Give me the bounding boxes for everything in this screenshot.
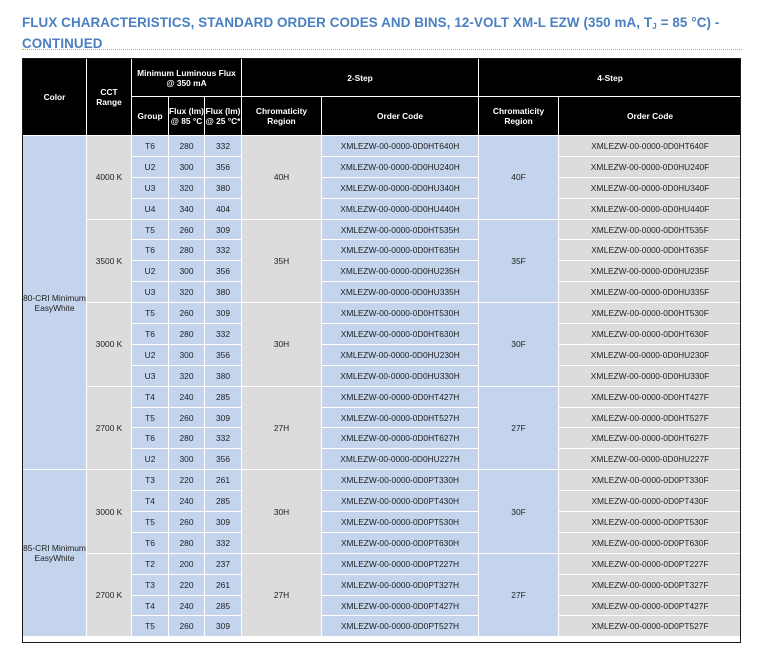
order-code-2step-cell: XMLEZW-00-0000-0D0PT327H <box>322 574 479 595</box>
flux-25-cell: 404 <box>205 198 242 219</box>
flux-25-cell: 332 <box>205 136 242 157</box>
order-code-4step-cell: XMLEZW-00-0000-0D0PT630F <box>559 532 742 553</box>
order-code-4step-cell: XMLEZW-00-0000-0D0HU440F <box>559 198 742 219</box>
flux-25-cell: 332 <box>205 240 242 261</box>
flux-85-cell: 240 <box>169 491 205 512</box>
order-code-2step-cell: XMLEZW-00-0000-0D0PT427H <box>322 595 479 616</box>
flux-85-cell: 240 <box>169 386 205 407</box>
flux-85-cell: 280 <box>169 240 205 261</box>
flux-25-cell: 261 <box>205 470 242 491</box>
group-cell: T2 <box>132 553 169 574</box>
chromaticity-region-4step-cell: 30F <box>479 470 559 554</box>
chromaticity-region-4step-cell: 27F <box>479 553 559 637</box>
group-cell: T5 <box>132 219 169 240</box>
cct-range-cell: 2700 K <box>87 553 132 637</box>
cct-range-cell: 3000 K <box>87 470 132 554</box>
order-code-2step-cell: XMLEZW-00-0000-0D0HT530H <box>322 303 479 324</box>
title-main: FLUX CHARACTERISTICS, STANDARD ORDER CODES AND BINS, 12-VOLT XM-L EZW (350 mA, T <box>22 15 653 30</box>
header-cct-range: CCT Range <box>87 59 132 136</box>
group-cell: T6 <box>132 324 169 345</box>
header-min-flux: Minimum Luminous Flux @ 350 mA <box>132 59 242 97</box>
order-code-4step-cell: XMLEZW-00-0000-0D0HU230F <box>559 344 742 365</box>
flux-85-cell: 280 <box>169 324 205 345</box>
order-code-2step-cell: XMLEZW-00-0000-0D0HU240H <box>322 156 479 177</box>
group-cell: U4 <box>132 198 169 219</box>
table-row <box>23 386 742 407</box>
flux-85-cell: 260 <box>169 219 205 240</box>
flux-25-cell: 309 <box>205 303 242 324</box>
flux-85-cell: 240 <box>169 595 205 616</box>
order-code-2step-cell: XMLEZW-00-0000-0D0HU330H <box>322 365 479 386</box>
chromaticity-region-2step-cell: 40H <box>242 136 322 220</box>
flux-85-cell: 220 <box>169 470 205 491</box>
flux-85-cell: 260 <box>169 303 205 324</box>
order-code-2step-cell: XMLEZW-00-0000-0D0PT430H <box>322 491 479 512</box>
header-order-code-4step: Order Code <box>559 97 742 136</box>
header-2-step: 2-Step <box>242 59 479 97</box>
flux-25-cell: 309 <box>205 407 242 428</box>
flux-85-cell: 260 <box>169 616 205 637</box>
header-4-step: 4-Step <box>479 59 742 97</box>
flux-85-cell: 300 <box>169 261 205 282</box>
flux-25-cell: 285 <box>205 491 242 512</box>
flux-85-cell: 320 <box>169 282 205 303</box>
group-cell: T6 <box>132 136 169 157</box>
group-cell: U3 <box>132 365 169 386</box>
group-cell: T4 <box>132 491 169 512</box>
group-cell: T6 <box>132 428 169 449</box>
chromaticity-region-2step-cell: 27H <box>242 386 322 470</box>
group-cell: T5 <box>132 303 169 324</box>
flux-25-cell: 356 <box>205 156 242 177</box>
header-order-code-2step: Order Code <box>322 97 479 136</box>
chromaticity-region-2step-cell: 30H <box>242 470 322 554</box>
flux-25-cell: 380 <box>205 365 242 386</box>
flux-25-cell: 309 <box>205 219 242 240</box>
group-cell: U2 <box>132 156 169 177</box>
order-code-4step-cell: XMLEZW-00-0000-0D0HT627F <box>559 428 742 449</box>
chromaticity-region-4step-cell: 40F <box>479 136 559 220</box>
table-row <box>23 219 742 240</box>
table-row <box>23 470 742 491</box>
group-cell: T5 <box>132 616 169 637</box>
order-code-2step-cell: XMLEZW-00-0000-0D0PT530H <box>322 512 479 533</box>
table-row <box>23 303 742 324</box>
order-code-4step-cell: XMLEZW-00-0000-0D0PT327F <box>559 574 742 595</box>
order-code-2step-cell: XMLEZW-00-0000-0D0HT635H <box>322 240 479 261</box>
order-code-2step-cell: XMLEZW-00-0000-0D0HT535H <box>322 219 479 240</box>
group-cell: U2 <box>132 449 169 470</box>
chromaticity-region-4step-cell: 27F <box>479 386 559 470</box>
group-cell: T4 <box>132 595 169 616</box>
flux-85-cell: 200 <box>169 553 205 574</box>
order-code-4step-cell: XMLEZW-00-0000-0D0HU240F <box>559 156 742 177</box>
header-flux-85: Flux (lm) @ 85 °C <box>169 97 205 136</box>
order-code-4step-cell: XMLEZW-00-0000-0D0PT330F <box>559 470 742 491</box>
flux-85-cell: 220 <box>169 574 205 595</box>
flux-85-cell: 340 <box>169 198 205 219</box>
cct-range-cell: 2700 K <box>87 386 132 470</box>
flux-85-cell: 260 <box>169 407 205 428</box>
header-flux-25: Flux (lm) @ 25 °C* <box>205 97 242 136</box>
order-code-2step-cell: XMLEZW-00-0000-0D0HT427H <box>322 386 479 407</box>
title-tail: = 85 °C) - CONTINUED <box>22 15 720 51</box>
cct-range-cell: 3500 K <box>87 219 132 303</box>
group-cell: T5 <box>132 512 169 533</box>
order-code-2step-cell: XMLEZW-00-0000-0D0PT227H <box>322 553 479 574</box>
flux-25-cell: 380 <box>205 177 242 198</box>
order-code-2step-cell: XMLEZW-00-0000-0D0HU230H <box>322 344 479 365</box>
order-code-2step-cell: XMLEZW-00-0000-0D0HU235H <box>322 261 479 282</box>
order-code-2step-cell: XMLEZW-00-0000-0D0PT630H <box>322 532 479 553</box>
flux-25-cell: 261 <box>205 574 242 595</box>
flux-85-cell: 260 <box>169 512 205 533</box>
group-cell: T4 <box>132 386 169 407</box>
order-code-4step-cell: XMLEZW-00-0000-0D0HU227F <box>559 449 742 470</box>
order-code-2step-cell: XMLEZW-00-0000-0D0PT330H <box>322 470 479 491</box>
flux-85-cell: 300 <box>169 156 205 177</box>
flux-25-cell: 309 <box>205 512 242 533</box>
chromaticity-region-2step-cell: 35H <box>242 219 322 303</box>
flux-25-cell: 332 <box>205 532 242 553</box>
order-code-2step-cell: XMLEZW-00-0000-0D0HU440H <box>322 198 479 219</box>
cct-range-cell: 3000 K <box>87 303 132 387</box>
title-subscript: J <box>652 22 657 31</box>
order-code-4step-cell: XMLEZW-00-0000-0D0PT530F <box>559 512 742 533</box>
order-code-4step-cell: XMLEZW-00-0000-0D0HT530F <box>559 303 742 324</box>
group-cell: T3 <box>132 470 169 491</box>
flux-25-cell: 380 <box>205 282 242 303</box>
order-code-4step-cell: XMLEZW-00-0000-0D0HU330F <box>559 365 742 386</box>
chromaticity-region-4step-cell: 35F <box>479 219 559 303</box>
order-code-2step-cell: XMLEZW-00-0000-0D0HT630H <box>322 324 479 345</box>
order-code-2step-cell: XMLEZW-00-0000-0D0HU227H <box>322 449 479 470</box>
chromaticity-region-4step-cell: 30F <box>479 303 559 387</box>
color-group-label: 85-CRI Minimum EasyWhite <box>23 470 87 637</box>
flux-85-cell: 280 <box>169 532 205 553</box>
flux-85-cell: 300 <box>169 449 205 470</box>
order-code-4step-cell: XMLEZW-00-0000-0D0PT527F <box>559 616 742 637</box>
order-code-4step-cell: XMLEZW-00-0000-0D0HU335F <box>559 282 742 303</box>
group-cell: U2 <box>132 344 169 365</box>
group-cell: U2 <box>132 261 169 282</box>
flux-85-cell: 320 <box>169 177 205 198</box>
header-chromaticity-region-2step: Chromaticity Region <box>242 97 322 136</box>
flux-85-cell: 280 <box>169 428 205 449</box>
group-cell: T5 <box>132 407 169 428</box>
flux-25-cell: 285 <box>205 595 242 616</box>
order-code-2step-cell: XMLEZW-00-0000-0D0HT527H <box>322 407 479 428</box>
color-group-label: 80-CRI Minimum EasyWhite <box>23 136 87 470</box>
flux-25-cell: 309 <box>205 616 242 637</box>
flux-table <box>22 58 742 637</box>
order-code-2step-cell: XMLEZW-00-0000-0D0HU340H <box>322 177 479 198</box>
chromaticity-region-2step-cell: 27H <box>242 553 322 637</box>
title-divider <box>22 49 742 50</box>
group-cell: T3 <box>132 574 169 595</box>
order-code-4step-cell: XMLEZW-00-0000-0D0PT227F <box>559 553 742 574</box>
header-chromaticity-region-4step: Chromaticity Region <box>479 97 559 136</box>
flux-25-cell: 332 <box>205 324 242 345</box>
order-code-2step-cell: XMLEZW-00-0000-0D0PT527H <box>322 616 479 637</box>
flux-25-cell: 356 <box>205 344 242 365</box>
flux-85-cell: 300 <box>169 344 205 365</box>
flux-25-cell: 356 <box>205 449 242 470</box>
order-code-4step-cell: XMLEZW-00-0000-0D0HT427F <box>559 386 742 407</box>
order-code-4step-cell: XMLEZW-00-0000-0D0HT527F <box>559 407 742 428</box>
flux-25-cell: 356 <box>205 261 242 282</box>
order-code-2step-cell: XMLEZW-00-0000-0D0HT627H <box>322 428 479 449</box>
flux-25-cell: 332 <box>205 428 242 449</box>
flux-85-cell: 280 <box>169 136 205 157</box>
flux-25-cell: 237 <box>205 553 242 574</box>
order-code-4step-cell: XMLEZW-00-0000-0D0HU340F <box>559 177 742 198</box>
flux-25-cell: 285 <box>205 386 242 407</box>
order-code-4step-cell: XMLEZW-00-0000-0D0HU235F <box>559 261 742 282</box>
table-row <box>23 136 742 157</box>
cct-range-cell: 4000 K <box>87 136 132 220</box>
group-cell: U3 <box>132 177 169 198</box>
header-color: Color <box>23 59 87 136</box>
order-code-4step-cell: XMLEZW-00-0000-0D0HT635F <box>559 240 742 261</box>
chromaticity-region-2step-cell: 30H <box>242 303 322 387</box>
order-code-2step-cell: XMLEZW-00-0000-0D0HU335H <box>322 282 479 303</box>
order-code-4step-cell: XMLEZW-00-0000-0D0HT535F <box>559 219 742 240</box>
order-code-4step-cell: XMLEZW-00-0000-0D0PT430F <box>559 491 742 512</box>
header-group: Group <box>132 97 169 136</box>
table-body <box>23 136 742 637</box>
group-cell: T6 <box>132 240 169 261</box>
order-code-2step-cell: XMLEZW-00-0000-0D0HT640H <box>322 136 479 157</box>
order-code-4step-cell: XMLEZW-00-0000-0D0PT427F <box>559 595 742 616</box>
page-title <box>22 14 742 52</box>
table-row <box>23 553 742 574</box>
group-cell: U3 <box>132 282 169 303</box>
flux-85-cell: 320 <box>169 365 205 386</box>
order-code-4step-cell: XMLEZW-00-0000-0D0HT630F <box>559 324 742 345</box>
group-cell: T6 <box>132 532 169 553</box>
order-code-4step-cell: XMLEZW-00-0000-0D0HT640F <box>559 136 742 157</box>
